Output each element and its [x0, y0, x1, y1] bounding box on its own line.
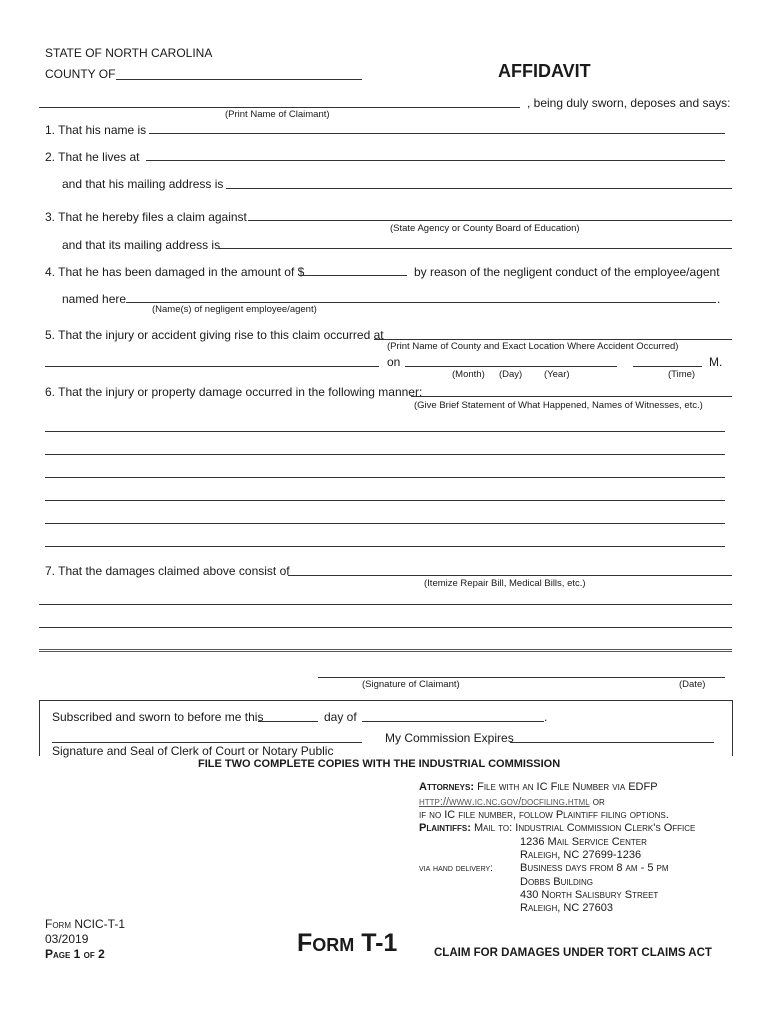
seal-label: Signature and Seal of Clerk of Court or Notary Public	[52, 744, 334, 758]
address-2: Raleigh, NC 27699-1236	[520, 849, 642, 861]
form-number: Form NCIC-T-1	[45, 917, 125, 931]
item-1-label: 1. That his name is	[45, 123, 147, 137]
agency-hint: (State Agency or County Board of Education)	[390, 223, 580, 234]
location-field-1[interactable]	[374, 339, 732, 340]
building-text: Dobbs Building	[520, 876, 594, 888]
amount-field[interactable]	[299, 275, 407, 276]
affidavit-title: AFFIDAVIT	[498, 61, 591, 81]
attorneys-text: File with an IC File Number via EDFP	[477, 781, 658, 793]
filing-url[interactable]: http://www.ic.nc.gov/docfiling.html	[419, 796, 590, 808]
hours-text: Business days from 8 am - 5 pm	[520, 862, 669, 874]
time-hint: (Time)	[668, 369, 696, 380]
city-text: Raleigh, NC 27603	[520, 902, 613, 914]
item-4-period: .	[717, 292, 721, 306]
notary-signature-line[interactable]	[52, 742, 362, 743]
signature-hint: (Signature of Claimant)	[362, 679, 460, 690]
notary-day-field[interactable]	[258, 721, 318, 722]
or-text: or	[592, 796, 605, 808]
item-7-label: 7. That the damages claimed above consist of	[45, 564, 290, 578]
mailing-address-label: and that his mailing address is	[62, 177, 224, 191]
on-label: on	[387, 355, 401, 369]
name-field[interactable]	[149, 133, 725, 134]
lives-at-field[interactable]	[146, 160, 725, 161]
url-line	[419, 797, 605, 808]
commission-field[interactable]	[510, 742, 714, 743]
claim-against-field[interactable]	[248, 220, 732, 221]
address-1: 1236 Mail Service Center	[520, 836, 647, 848]
named-here-label: named here	[62, 292, 127, 306]
manner-line-3[interactable]	[45, 477, 725, 478]
day-hint: (Day)	[499, 369, 523, 380]
print-name-hint: (Print Name of Claimant)	[225, 109, 330, 120]
form-title-big: Form T-1	[297, 929, 398, 957]
employee-hint: (Name(s) of negligent employee/agent)	[152, 304, 317, 315]
commission-label: My Commission Expires	[385, 731, 514, 745]
filing-heading: FILE TWO COMPLETE COPIES WITH THE INDUSTRIAL COMMISSION	[198, 758, 561, 770]
manner-line-5[interactable]	[45, 523, 725, 524]
mailing-address-field[interactable]	[226, 188, 732, 189]
damages-hint: (Itemize Repair Bill, Medical Bills, etc.)	[424, 578, 586, 589]
manner-line-4[interactable]	[45, 500, 725, 501]
mail-to-text: Mail to: Industrial Commission Clerk's Office	[473, 822, 696, 834]
attorneys-label: Attorneys:	[419, 781, 475, 793]
damages-field[interactable]	[288, 575, 732, 576]
street-text: 430 North Salisbury Street	[520, 889, 659, 901]
accident-time-field[interactable]	[633, 366, 702, 367]
sworn-text: , being duly sworn, deposes and says:	[527, 96, 731, 110]
claim-title: CLAIM FOR DAMAGES UNDER TORT CLAIMS ACT	[434, 947, 712, 959]
item-6-label: 6. That the injury or property damage occurred in the following manner:	[45, 385, 423, 399]
plaintiffs-line	[419, 823, 695, 834]
item-3-label: 3. That he hereby files a claim against	[45, 210, 247, 224]
claimant-signature-line[interactable]	[318, 677, 725, 678]
item-5-label: 5. That the injury or accident giving rise to this claim occurred at	[45, 328, 384, 342]
item-2-label: 2. That he lives at	[45, 150, 140, 164]
agency-address-field[interactable]	[219, 248, 732, 249]
hand-delivery-label: via hand delivery:	[419, 863, 493, 874]
manner-line-2[interactable]	[45, 454, 725, 455]
manner-line-1[interactable]	[45, 431, 725, 432]
plaintiffs-label: Plaintiffs:	[419, 822, 471, 834]
attorneys-line	[419, 782, 658, 793]
notary-month-field[interactable]	[362, 721, 544, 722]
claimant-name-field[interactable]	[39, 107, 520, 108]
location-field-2[interactable]	[45, 366, 379, 367]
m-label: M.	[709, 355, 723, 369]
county-label: COUNTY OF	[45, 67, 116, 81]
manner-field[interactable]	[411, 396, 732, 397]
date-hint: (Date)	[679, 679, 706, 690]
state-label: STATE OF NORTH CAROLINA	[45, 46, 213, 60]
damages-line-3[interactable]	[39, 649, 732, 652]
year-hint: (Year)	[544, 369, 570, 380]
manner-hint: (Give Brief Statement of What Happened, Names of Witnesses, etc.)	[414, 400, 703, 411]
county-field[interactable]	[116, 79, 362, 80]
day-of-label: day of	[324, 710, 357, 724]
location-hint: (Print Name of County and Exact Location Where Accident Occurred)	[387, 341, 679, 352]
page-number: Page 1 of 2	[45, 947, 105, 961]
month-hint: (Month)	[452, 369, 485, 380]
form-date: 03/2019	[45, 932, 89, 946]
item-4-tail: by reason of the negligent conduct of the employee/agent	[414, 265, 720, 279]
item-4-label: 4. That he has been damaged in the amount of $	[45, 265, 305, 279]
no-ic-text: if no IC file number, follow Plaintiff filing options.	[419, 809, 669, 821]
damages-line-2[interactable]	[39, 627, 732, 628]
damages-line-1[interactable]	[39, 604, 732, 605]
agency-address-label: and that its mailing address is	[62, 238, 221, 252]
accident-date-field[interactable]	[405, 366, 617, 367]
manner-line-6[interactable]	[45, 546, 725, 547]
notary-period: .	[544, 710, 548, 724]
subscribed-label: Subscribed and sworn to before me this	[52, 710, 264, 724]
employee-name-field[interactable]	[126, 302, 716, 303]
